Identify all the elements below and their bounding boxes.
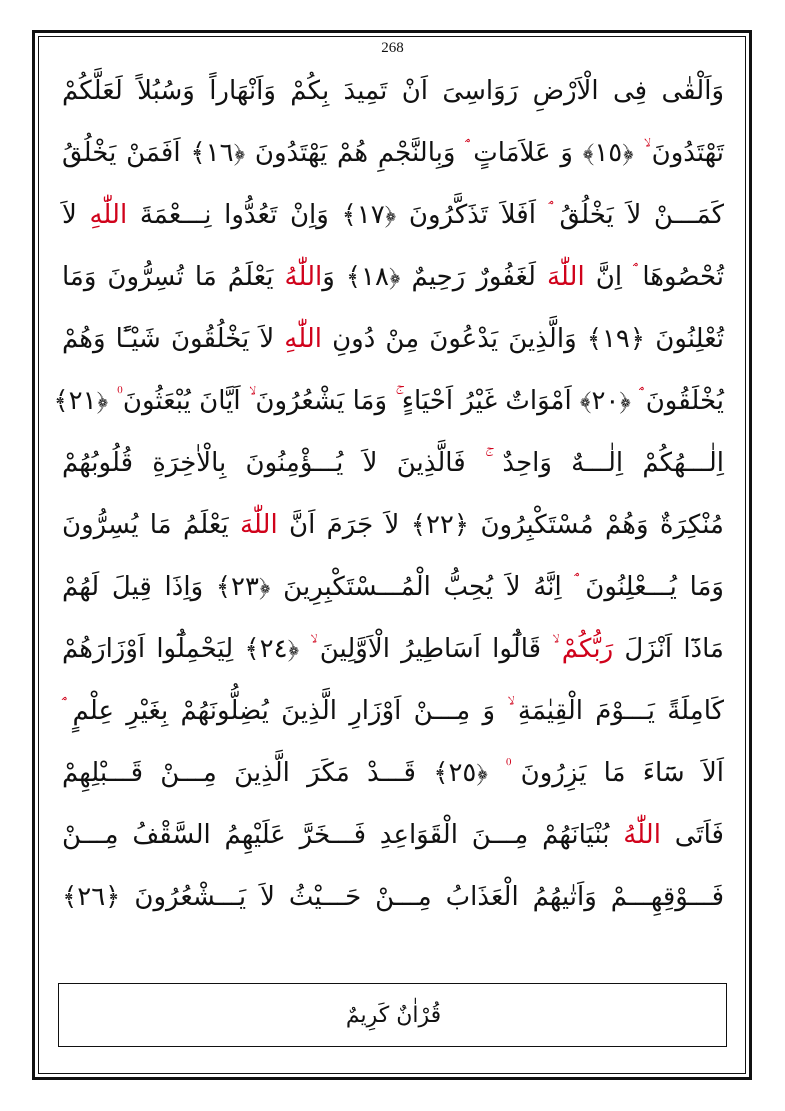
highlighted-word: ۙ	[495, 696, 518, 726]
verse-segment: ﴿٢٤﴾ لِيَحْمِلُٓوا اَوْزَارَهُمْ	[62, 634, 300, 664]
verse-segment: تُعْلِنُونَ ﴿١٩﴾ وَالَّذِينَ يَدْعُونَ مِنْ دُونِ	[321, 324, 724, 354]
verse-segment: وَاَلْقٰى فِى الْاَرْضِ رَوَاسِىَ اَنْ تَمِيدَ بِكُمْ وَاَنْهَاراً وَسُبُلاً لَعَلَّكُمْ	[62, 76, 724, 106]
verse-segment: ﴿٢٥﴾ قَـــدْ مَكَرَ الَّذِينَ مِـــنْ قَـــبْلِهِمْ	[62, 758, 488, 788]
verse-segment: فَالَّذِينَ لاَ يُـــؤْمِنُونَ بِالْاٰخِرَةِ قُلُوبُهُمْ	[62, 448, 466, 478]
verse-line	[62, 494, 724, 556]
verse-line	[62, 184, 724, 246]
verse-text-block	[53, 60, 725, 928]
verse-line	[53, 370, 724, 432]
verse-segment: ﴿١٥﴾ وَ عَلاَمَاتٍ	[473, 138, 634, 168]
highlighted-word: ۘ	[622, 262, 643, 292]
verse-segment: اَلاَ سَٓاءَ مَا يَزِرُونَ	[520, 758, 724, 788]
verse-segment: مَاذَٓا اَنْزَلَ	[613, 634, 724, 664]
highlighted-word: ۙ	[633, 138, 652, 168]
verse-segment: بُنْيَانَهُمْ مِـــنَ الْقَوَاعِدِ فَـــخَرَّ عَلَيْهِمُ السَّقْفُ مِـــنْ	[62, 820, 624, 850]
verse-segment: يَعْلَمُ مَا يُسِرُّونَ	[62, 510, 240, 540]
verse-segment: ﴿٢٠﴾ اَمْوَاتٌ غَيْرُ اَحْيَاءٍ	[401, 386, 631, 416]
highlighted-word: اللّٰهَ	[546, 262, 585, 292]
verse-segment: كَامِلَةً يَـــوْمَ الْقِيٰمَةِ	[517, 696, 724, 726]
verse-line	[62, 866, 724, 928]
verse-segment: فَاَتَى	[660, 820, 724, 850]
highlighted-word: ۚ	[465, 448, 503, 478]
verse-segment: لاَ	[62, 200, 90, 230]
highlighted-word: ۠	[487, 758, 521, 788]
highlighted-word: اللّٰهُ	[623, 820, 661, 850]
highlighted-word: ۙ	[240, 386, 256, 416]
verse-segment: وَمَا يَشْعُرُونَ	[255, 386, 388, 416]
verse-segment: كَمَـــنْ لاَ يَخْلُقُ	[559, 200, 724, 230]
highlighted-word: ۘ	[561, 572, 586, 602]
highlighted-word: ۘ	[62, 696, 73, 726]
highlighted-word: ۠	[108, 386, 123, 416]
verse-line	[62, 246, 724, 308]
highlighted-word: ۙ	[299, 634, 320, 664]
verse-line	[62, 60, 724, 122]
verse-segment: وَ مِـــنْ اَوْزَارِ الَّذِينَ يُضِلُّونَهُمْ بِغَيْرِ عِلْمٍ	[72, 696, 496, 726]
verse-line	[62, 680, 724, 742]
footer-box	[58, 983, 727, 1047]
verse-segment: قَالُٓوا اَسَاطِيرُ الْاَوَّلِينَ	[319, 634, 542, 664]
verse-segment: تَهْتَدُونَ	[651, 138, 724, 168]
verse-segment: اَفَلاَ تَذَكَّرُونَ ﴿١٧﴾ وَاِنْ تَعُدُّوا نِـــعْمَةَ	[127, 200, 536, 230]
footer-title: قُرْاٰنٌ كَرِيمٌ	[345, 1003, 442, 1028]
highlighted-word: ۘ	[455, 138, 474, 168]
highlighted-word: ۘ	[630, 386, 646, 416]
verse-segment: يَعْلَمُ مَا تُسِرُّونَ وَمَا	[62, 262, 285, 292]
verse-line	[62, 618, 724, 680]
verse-line	[62, 804, 724, 866]
highlighted-word: ۘ	[535, 200, 560, 230]
verse-segment: ﴿٢١﴾	[53, 386, 109, 416]
verse-segment: فَـــوْقِهِـــمْ وَاَتٰيهُمُ الْعَذَابُ مِـــنْ حَـــيْثُ لاَ يَـــشْعُرُونَ ﴿٢٦﴾	[62, 882, 724, 912]
verse-segment: وَمَا يُـــعْلِنُونَ	[585, 572, 724, 602]
verse-segment: اَيَّانَ يُبْعَثُونَ	[122, 386, 241, 416]
verse-segment: لَغَفُورٌ رَحِيمٌ ﴿١٨﴾ وَ	[322, 262, 547, 292]
verse-line	[62, 742, 724, 804]
verse-segment: اِنَّهُ لاَ يُحِبُّ الْمُـــسْتَكْبِرِينَ ﴿٢٣﴾ وَاِذَا قِيلَ لَهُمْ	[62, 572, 562, 602]
page-number: 268	[381, 40, 404, 56]
highlighted-word: ۙ	[541, 634, 562, 664]
highlighted-word: اللّٰهَ	[239, 510, 278, 540]
verse-segment: اِنَّ	[584, 262, 623, 292]
verse-line	[62, 432, 724, 494]
highlighted-word: اللّٰهُ	[284, 262, 323, 292]
verse-segment: اِلٰـــهُكُمْ اِلٰـــهٌ وَاحِدٌ	[502, 448, 725, 478]
verse-line	[62, 122, 724, 184]
highlighted-word: ۚ	[387, 386, 402, 416]
highlighted-word: اللّٰهِ	[89, 200, 128, 230]
verse-segment: يُخْلَقُونَ	[645, 386, 724, 416]
verse-segment: لاَ يَخْلُقُونَ شَيْـًٔا وَهُمْ	[62, 324, 285, 354]
verse-segment: تُحْصُوهَا	[642, 262, 724, 292]
verse-segment: مُنْكِرَةٌ وَهُمْ مُسْتَكْبِرُونَ ﴿٢٢﴾ لاَ جَرَمَ اَنَّ	[277, 510, 724, 540]
highlighted-word: اللّٰهِ	[284, 324, 322, 354]
verse-segment: وَبِالنَّجْمِ هُمْ يَهْتَدُونَ ﴿١٦﴾ اَفَمَنْ يَخْلُقُ	[62, 138, 456, 168]
highlighted-word: رَبُّكُمْ	[561, 634, 614, 664]
verse-line	[62, 308, 724, 370]
verse-line	[62, 556, 724, 618]
